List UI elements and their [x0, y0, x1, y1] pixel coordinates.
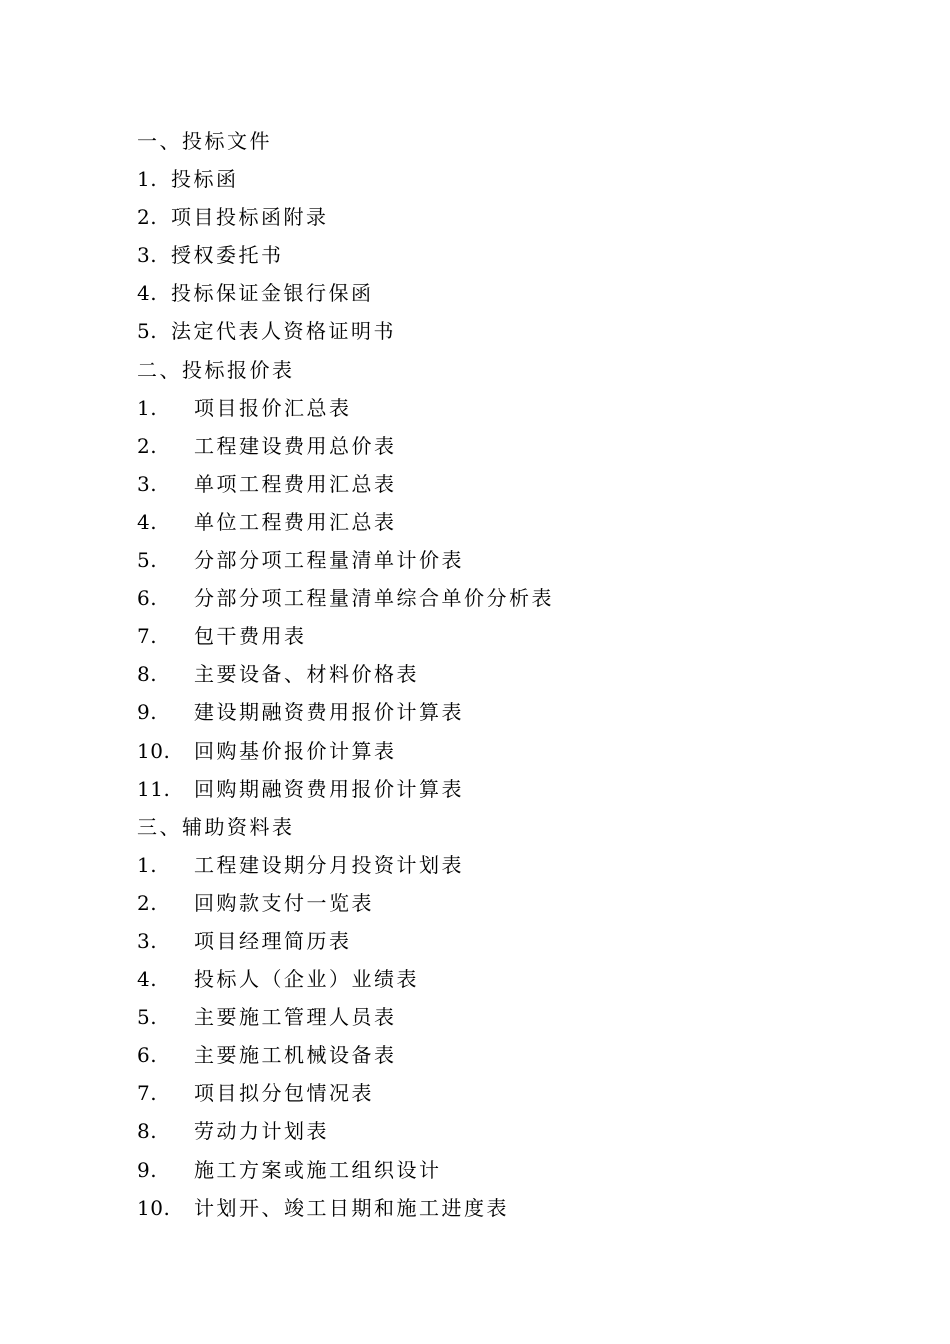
list-item — [137, 693, 837, 731]
item-number: 5. — [137, 548, 158, 573]
section-heading-bid-documents: 一、投标文件 — [137, 129, 272, 153]
list-item — [137, 1074, 837, 1112]
item-text: 投标人（企业）业绩表 — [194, 967, 419, 992]
item-text: 投标函 — [171, 167, 239, 192]
item-text: 计划开、竣工日期和施工进度表 — [194, 1195, 509, 1220]
item-number: 9. — [137, 700, 158, 725]
list-item — [137, 465, 837, 503]
item-text: 项目拟分包情况表 — [194, 1081, 374, 1106]
item-text: 项目经理简历表 — [194, 928, 352, 953]
item-number: 8. — [137, 1119, 158, 1144]
list-item — [137, 312, 837, 350]
list-item — [137, 1189, 837, 1227]
list-item — [137, 1112, 837, 1150]
list-item — [137, 503, 837, 541]
item-number: 3. — [137, 928, 158, 953]
list-item — [137, 198, 837, 236]
item-number: 8. — [137, 662, 158, 687]
item-number: 10. — [137, 1195, 171, 1220]
list-item — [137, 922, 837, 960]
item-text: 劳动力计划表 — [194, 1119, 329, 1144]
section-heading-auxiliary-tables: 三、辅助资料表 — [137, 814, 295, 839]
item-number: 3. — [137, 471, 158, 496]
item-text: 施工方案或施工组织设计 — [194, 1157, 442, 1182]
item-text: 建设期融资费用报价计算表 — [194, 700, 464, 725]
list-item — [137, 770, 837, 808]
list-item — [137, 732, 837, 770]
item-number: 5. — [137, 319, 158, 344]
item-number: 2. — [137, 433, 158, 458]
item-number: 1. — [137, 167, 158, 192]
item-text: 项目报价汇总表 — [194, 395, 352, 420]
item-text: 回购期融资费用报价计算表 — [194, 776, 464, 801]
item-number: 3. — [137, 243, 158, 268]
item-number: 5. — [137, 1005, 158, 1030]
item-text: 回购基价报价计算表 — [194, 738, 397, 763]
item-text: 投标保证金银行保函 — [171, 281, 374, 306]
list-item — [137, 1036, 837, 1074]
item-text: 主要施工机械设备表 — [194, 1043, 397, 1068]
list-item — [137, 617, 837, 655]
list-item — [137, 655, 837, 693]
list-item — [137, 579, 837, 617]
item-number: 4. — [137, 281, 158, 306]
item-text: 法定代表人资格证明书 — [171, 319, 396, 344]
item-number: 11. — [137, 776, 171, 801]
item-text: 分部分项工程量清单综合单价分析表 — [194, 586, 554, 611]
item-text: 包干费用表 — [194, 624, 307, 649]
item-text: 授权委托书 — [171, 243, 284, 268]
list-item — [137, 998, 837, 1036]
list-item — [137, 160, 837, 198]
list-item — [137, 846, 837, 884]
item-number: 4. — [137, 967, 158, 992]
item-text: 主要设备、材料价格表 — [194, 662, 419, 687]
item-text: 项目投标函附录 — [171, 205, 329, 230]
item-text: 主要施工管理人员表 — [194, 1005, 397, 1030]
item-text: 工程建设费用总价表 — [194, 433, 397, 458]
list-item — [137, 960, 837, 998]
item-number: 7. — [137, 624, 158, 649]
list-item — [137, 427, 837, 465]
item-number: 10. — [137, 738, 171, 763]
list-item — [137, 541, 837, 579]
item-number: 1. — [137, 852, 158, 877]
list-item — [137, 236, 837, 274]
item-number: 4. — [137, 509, 158, 534]
item-text: 回购款支付一览表 — [194, 890, 374, 915]
section-heading-bid-price-tables: 二、投标报价表 — [137, 357, 295, 382]
table-of-contents — [137, 122, 837, 1227]
list-item — [137, 274, 837, 312]
list-item — [137, 389, 837, 427]
item-number: 9. — [137, 1157, 158, 1182]
item-number: 2. — [137, 890, 158, 915]
item-text: 单项工程费用汇总表 — [194, 471, 397, 496]
list-item — [137, 884, 837, 922]
item-text: 分部分项工程量清单计价表 — [194, 548, 464, 573]
item-text: 单位工程费用汇总表 — [194, 509, 397, 534]
item-number: 2. — [137, 205, 158, 230]
item-number: 6. — [137, 1043, 158, 1068]
list-item — [137, 1151, 837, 1189]
item-number: 1. — [137, 395, 158, 420]
item-number: 7. — [137, 1081, 158, 1106]
item-number: 6. — [137, 586, 158, 611]
item-text: 工程建设期分月投资计划表 — [194, 852, 464, 877]
